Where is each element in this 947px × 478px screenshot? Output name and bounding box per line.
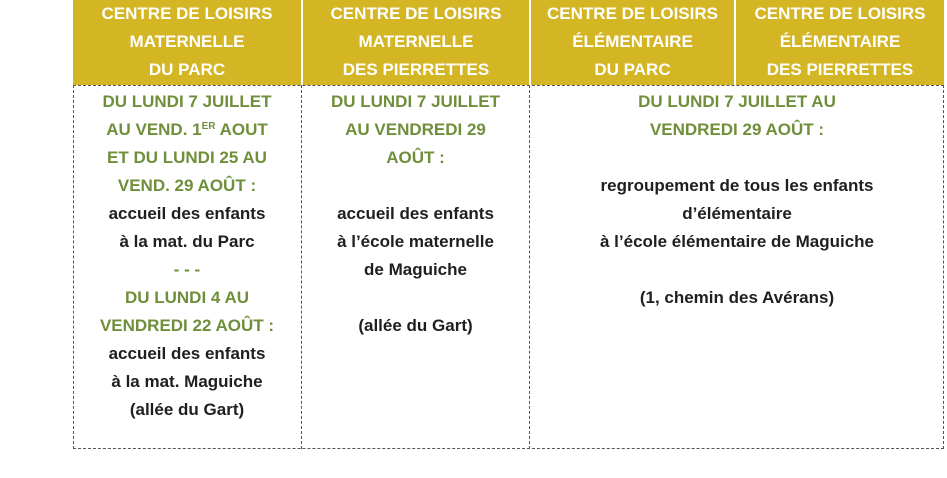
info-text: à l’école élémentaire de Maguiche (599, 232, 874, 251)
accueil-text: à la mat. Maguiche (111, 372, 263, 391)
cell-maternelle-pierrettes (302, 88, 529, 340)
spacer (530, 256, 944, 284)
header-line: CENTRE DE LOISIRS (754, 4, 926, 23)
period-text: DU LUNDI 7 JUILLET AU (638, 92, 836, 111)
period-text: DU LUNDI 7 JUILLET (330, 92, 501, 111)
period-text: VENDREDI 22 AOÛT : (99, 316, 275, 335)
header-line: MATERNELLE (129, 32, 245, 51)
spacer (302, 172, 529, 200)
accueil-text: de Maguiche (364, 260, 467, 279)
period-text: AU VEND. 1ER AOUT (106, 120, 268, 139)
period-text: AU VENDREDI 29 (345, 120, 486, 139)
period-text: ET DU LUNDI 25 AU (107, 148, 267, 167)
cell-elementaire-merged (530, 88, 944, 312)
spacer (302, 284, 529, 312)
accueil-text: accueil des enfants (337, 204, 494, 223)
header-line: MATERNELLE (358, 32, 474, 51)
header-line: DES PIERRETTES (342, 60, 490, 79)
header-elementaire-pierrettes (736, 0, 944, 85)
address-text: (1, chemin des Avérans) (639, 288, 835, 307)
header-maternelle-parc (73, 0, 301, 85)
schedule-table (73, 0, 944, 450)
header-line: CENTRE DE LOISIRS (547, 4, 718, 23)
period-text: VEND. 29 AOÛT : (117, 176, 257, 195)
header-maternelle-pierrettes (303, 0, 529, 85)
header-line: DU PARC (594, 60, 671, 79)
header-line: DU PARC (148, 60, 226, 79)
header-line: ÉLÉMENTAIRE (779, 32, 901, 51)
accueil-text: accueil des enfants (108, 204, 266, 223)
header-line: CENTRE DE LOISIRS (101, 4, 273, 23)
address-text: (allée du Gart) (358, 316, 473, 335)
header-line: CENTRE DE LOISIRS (330, 4, 502, 23)
header-line: ÉLÉMENTAIRE (572, 32, 693, 51)
period-text: AOÛT : (386, 148, 445, 167)
info-text: d’élémentaire (682, 204, 792, 223)
cell-maternelle-parc (73, 88, 301, 424)
accueil-text: à l’école maternelle (337, 232, 494, 251)
info-text: regroupement de tous les enfants (600, 176, 874, 195)
period-text: DU LUNDI 7 JUILLET (102, 92, 272, 111)
spacer (530, 144, 944, 172)
header-elementaire-parc (531, 0, 734, 85)
header-line: DES PIERRETTES (766, 60, 914, 79)
accueil-text: à la mat. du Parc (119, 232, 255, 251)
address-text: (allée du Gart) (129, 400, 245, 419)
separator: - - - (173, 260, 201, 279)
accueil-text: accueil des enfants (108, 344, 266, 363)
period-text: DU LUNDI 4 AU (124, 288, 250, 307)
period-text: VENDREDI 29 AOÛT : (649, 120, 825, 139)
